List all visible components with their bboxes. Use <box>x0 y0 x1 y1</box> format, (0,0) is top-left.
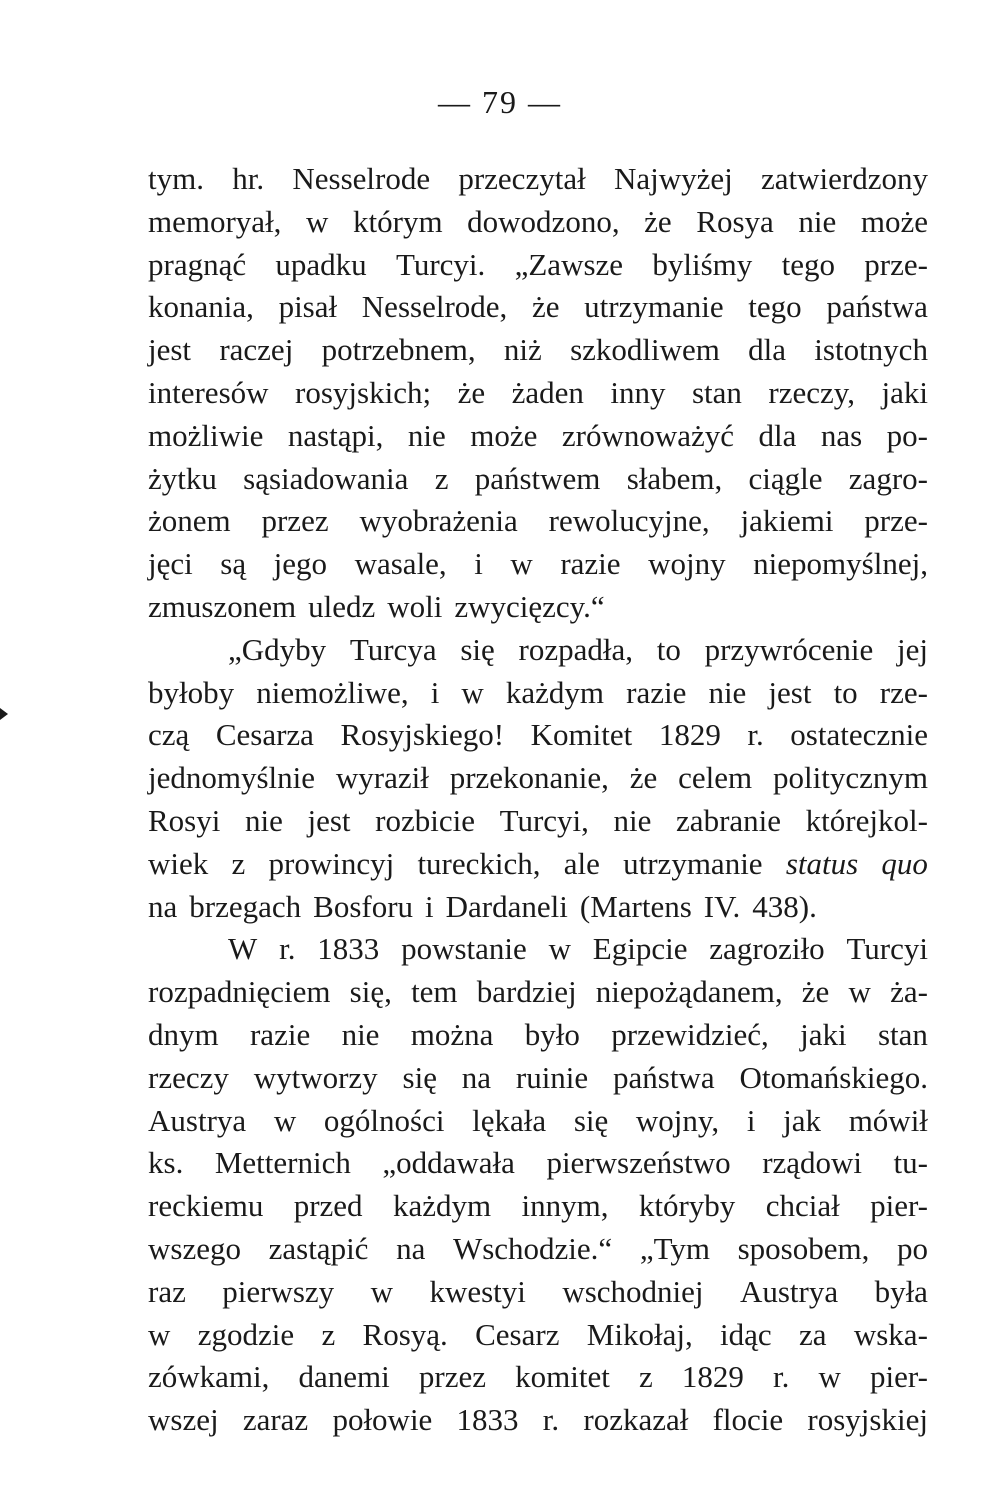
word: w <box>848 974 871 1010</box>
word: na <box>148 888 178 924</box>
word: 1833 <box>317 931 380 967</box>
word: przez <box>418 1359 486 1395</box>
word: raczej <box>219 332 294 368</box>
word: utrzymanie <box>584 289 724 325</box>
word: z <box>321 1316 336 1352</box>
word: połowie <box>332 1402 433 1438</box>
word: Rosyą. <box>362 1316 448 1352</box>
word: W <box>228 931 258 967</box>
text-line <box>148 286 928 329</box>
word: raz <box>148 1273 186 1309</box>
word: tureckich, <box>417 845 541 881</box>
word: prowincyj <box>268 845 395 881</box>
word: status <box>785 845 859 881</box>
text-line <box>148 800 928 843</box>
text-line <box>148 1057 928 1100</box>
word: Komitet <box>530 717 633 753</box>
word: rozpadła, <box>518 631 633 667</box>
text-line <box>148 757 928 800</box>
page-number: — 79 — <box>438 84 562 120</box>
word: „Tym <box>639 1230 710 1266</box>
word: stan <box>691 374 742 410</box>
word: tego <box>781 246 835 282</box>
word: jaki <box>800 1016 847 1052</box>
word: bardziej <box>476 974 577 1010</box>
word: się <box>460 631 495 667</box>
word: i <box>746 1102 756 1138</box>
body-text <box>148 158 928 1442</box>
word: że <box>531 289 560 325</box>
text-line <box>148 372 928 415</box>
word: dla <box>758 417 797 453</box>
word: na <box>461 1059 492 1095</box>
word: r. <box>747 717 764 753</box>
word: z <box>638 1359 653 1395</box>
word: zagro- <box>848 460 928 496</box>
text-line <box>148 500 928 543</box>
word: że <box>457 374 486 410</box>
word: że <box>629 760 658 796</box>
text-line <box>148 843 928 886</box>
word: ks. <box>148 1145 184 1181</box>
word: wiek <box>148 845 209 881</box>
word: upadku <box>275 246 367 282</box>
word: się <box>573 1102 609 1138</box>
word: utrzymanie <box>623 845 763 881</box>
word: pier- <box>870 1188 928 1224</box>
word: memoryał, <box>148 203 282 239</box>
text-line <box>148 329 928 372</box>
word: komitet <box>515 1359 610 1395</box>
word: państwa <box>613 1059 715 1095</box>
word: zatwierdzony <box>760 161 928 196</box>
word: Cesarza <box>215 717 314 753</box>
word: Wschodzie.“ <box>452 1230 613 1266</box>
word: zwycięzcy.“ <box>454 588 605 624</box>
word: byłoby <box>148 674 235 710</box>
word: tym. <box>148 161 204 196</box>
word: powstanie <box>401 931 527 967</box>
word: sąsiadowania <box>243 460 409 496</box>
word: (Martens <box>579 888 692 924</box>
word: ciągle <box>748 460 823 496</box>
word: w <box>510 546 533 582</box>
text-line <box>148 1185 928 1228</box>
word: niepomyślnej, <box>753 546 928 582</box>
word: Cesarz <box>475 1316 560 1352</box>
word: zastąpić <box>268 1230 369 1266</box>
word: pragnąć <box>148 246 247 282</box>
word: jest <box>307 802 351 838</box>
word: w <box>461 674 484 710</box>
text-line <box>148 415 928 458</box>
word: rze- <box>879 674 928 710</box>
word: stan <box>877 1016 928 1052</box>
word: przed <box>293 1188 363 1224</box>
word: Egipcie <box>592 931 688 967</box>
word: zagroziło <box>709 931 825 967</box>
word: ruinie <box>515 1059 589 1095</box>
word: przez <box>261 503 329 539</box>
word: nie <box>798 203 837 239</box>
word: jest <box>148 332 192 368</box>
text-line <box>148 1271 928 1314</box>
text-line <box>148 1399 928 1442</box>
word: brzegach <box>189 888 302 924</box>
word: się <box>402 1059 437 1095</box>
word: ale <box>563 845 600 881</box>
word: w <box>548 931 571 967</box>
word: dowodzono, <box>467 203 620 239</box>
word: przeczytał <box>458 161 586 196</box>
word: wojny <box>648 546 726 582</box>
word: można <box>410 1016 494 1052</box>
word: pierwszy <box>222 1273 335 1309</box>
word: każdym <box>392 1188 492 1224</box>
word: ostatecznie <box>790 717 928 753</box>
word: 1833 <box>456 1402 519 1438</box>
text-line <box>148 1228 928 1271</box>
word: szkodliwem <box>570 332 720 368</box>
text-line <box>148 1100 928 1143</box>
word: wyraził <box>335 760 429 796</box>
word: i <box>425 888 434 924</box>
word: razie <box>249 1016 311 1052</box>
word: quo <box>881 845 928 881</box>
word: niepożądanem, <box>595 974 783 1010</box>
text-line <box>148 1014 928 1057</box>
word: przekonanie, <box>449 760 609 796</box>
word: konania, <box>148 289 254 325</box>
text-line <box>148 1314 928 1357</box>
word: wasale, <box>354 546 447 582</box>
word: pier- <box>870 1359 928 1395</box>
word: przewidzieć, <box>611 1016 769 1052</box>
word: się, <box>349 974 392 1010</box>
word: i <box>474 546 483 582</box>
word: rządowi <box>762 1145 863 1181</box>
word: tego <box>748 289 802 325</box>
word: słabem, <box>626 460 723 496</box>
word: „Gdyby <box>228 631 327 667</box>
word: rzeczy, <box>768 374 855 410</box>
word: na <box>396 1230 426 1266</box>
text-line <box>148 629 928 672</box>
word: którejkol- <box>805 802 928 838</box>
word: po- <box>886 417 928 453</box>
word: to <box>833 674 858 710</box>
word: była <box>874 1273 928 1309</box>
word: żonem <box>148 503 231 539</box>
word: nastąpi, <box>287 417 384 453</box>
word: woli <box>387 588 443 624</box>
word: w <box>148 1316 171 1352</box>
word: byliśmy <box>652 246 753 282</box>
text-line <box>148 158 928 201</box>
text-line <box>148 1142 928 1185</box>
word: mówił <box>848 1102 928 1138</box>
word: r. <box>772 1359 790 1395</box>
word: jęci <box>148 546 193 582</box>
word: jej <box>896 631 928 667</box>
word: państwem <box>474 460 601 496</box>
text-line <box>148 543 928 586</box>
word: Austrya <box>739 1273 839 1309</box>
word: hr. <box>232 161 265 196</box>
text-line <box>148 928 928 971</box>
word: dla <box>748 332 787 368</box>
word: 1829 <box>658 717 721 753</box>
word: jego <box>273 546 328 582</box>
word: Turcyi <box>846 931 928 967</box>
word: „oddawała <box>382 1145 515 1181</box>
word: tem <box>411 974 458 1010</box>
word: zrównoważyć <box>561 417 735 453</box>
word: nie <box>407 417 446 453</box>
word: „Zawsze <box>514 246 624 282</box>
text-line <box>148 458 928 501</box>
text-line <box>148 714 928 757</box>
word: w <box>370 1273 394 1309</box>
word: Mikołaj, <box>586 1316 693 1352</box>
word: wszej <box>148 1402 219 1438</box>
word: zgodzie <box>197 1316 295 1352</box>
word: rozbicie <box>375 802 475 838</box>
word: Metternich <box>214 1145 351 1181</box>
text-line <box>148 886 928 929</box>
word: może <box>470 417 538 453</box>
word: Rosya <box>696 203 774 239</box>
word: pierwszeństwo <box>546 1145 731 1181</box>
word: Rosyi <box>148 802 221 838</box>
word: tu- <box>893 1145 928 1181</box>
word: Nesselrode, <box>361 289 508 325</box>
word: Dardaneli <box>445 888 568 924</box>
margin-arrow-mark <box>0 708 8 720</box>
word: i <box>430 674 440 710</box>
word: są <box>220 546 247 582</box>
word: w <box>818 1359 841 1395</box>
text-line <box>148 586 928 629</box>
word: żytku <box>148 460 217 496</box>
word: nie <box>708 674 747 710</box>
word: lękała <box>472 1102 547 1138</box>
word: któryby <box>638 1188 736 1224</box>
word: rewolucyjne, <box>548 503 710 539</box>
word: razie <box>626 674 687 710</box>
word: chciał <box>765 1188 840 1224</box>
word: wszego <box>148 1230 241 1266</box>
word: wojny, <box>635 1102 720 1138</box>
text-line <box>148 201 928 244</box>
word: rozkazał <box>583 1402 689 1438</box>
word: nie <box>341 1016 380 1052</box>
word: flocie <box>712 1402 784 1438</box>
word: rosyjskich; <box>295 374 432 410</box>
word: po <box>896 1230 928 1266</box>
word: istotnych <box>814 332 928 368</box>
word: przywrócenie <box>704 631 874 667</box>
word: r. <box>542 1402 560 1438</box>
word: kwestyi <box>429 1273 526 1309</box>
word: danemi <box>298 1359 390 1395</box>
word: reckiemu <box>148 1188 264 1224</box>
word: prze- <box>864 246 928 282</box>
word: ogólności <box>323 1102 445 1138</box>
word: w <box>273 1102 297 1138</box>
word: w <box>306 203 329 239</box>
word: interesów <box>148 374 269 410</box>
word: politycznym <box>773 760 928 796</box>
word: zaraz <box>242 1402 309 1438</box>
word: wschodniej <box>562 1273 704 1309</box>
word: Otomańskiego. <box>739 1059 928 1095</box>
word: Turcyi. <box>396 246 486 282</box>
word: państwa <box>826 289 928 325</box>
word: Nesselrode <box>292 161 431 196</box>
word: jakiemi <box>740 503 834 539</box>
word: innym, <box>521 1188 609 1224</box>
word: wytworzy <box>253 1059 378 1095</box>
word: 438). <box>752 888 817 924</box>
word: nie <box>613 802 652 838</box>
word: r. <box>279 931 296 967</box>
word: Bosforu <box>313 888 414 924</box>
word: żaden <box>511 374 584 410</box>
word: niemożliwe, <box>256 674 409 710</box>
word: zabranie <box>676 802 782 838</box>
word: IV. <box>703 888 741 924</box>
text-line <box>148 672 928 715</box>
word: zówkami, <box>148 1359 270 1395</box>
word: może <box>860 203 928 239</box>
word: 1829 <box>681 1359 744 1395</box>
word: Najwyżej <box>613 161 733 196</box>
word: każdym <box>505 674 605 710</box>
word: Turcyi, <box>499 802 589 838</box>
word: z <box>434 460 449 496</box>
word: wyobrażenia <box>359 503 518 539</box>
word: jest <box>768 674 812 710</box>
word: rzeczy <box>148 1059 229 1095</box>
word: Austrya <box>148 1102 247 1138</box>
word: sposobem, <box>737 1230 870 1266</box>
word: jednomyślnie <box>148 760 316 796</box>
word: inny <box>610 374 666 410</box>
word: jaki <box>881 374 928 410</box>
word: to <box>656 631 681 667</box>
word: zmuszonem <box>148 588 297 624</box>
word: potrzebnem, <box>321 332 476 368</box>
word: z <box>231 845 246 881</box>
word: Rosyjskiego! <box>340 717 505 753</box>
word: rozpadnięciem <box>148 974 331 1010</box>
word: rosyjskiej <box>807 1402 928 1438</box>
word: nas <box>820 417 863 453</box>
text-line <box>148 1356 928 1399</box>
word: prze- <box>864 503 928 539</box>
word: uledz <box>308 588 376 624</box>
word: razie <box>560 546 621 582</box>
word: jak <box>783 1102 822 1138</box>
word: wska- <box>853 1316 928 1352</box>
word: dnym <box>148 1016 219 1052</box>
word: pisał <box>278 289 338 325</box>
text-line <box>148 244 928 287</box>
word: za <box>799 1316 827 1352</box>
text-line <box>148 971 928 1014</box>
word: idąc <box>720 1316 772 1352</box>
word: że <box>644 203 672 239</box>
word: czą <box>148 717 190 753</box>
word: celem <box>678 760 753 796</box>
word: było <box>524 1016 580 1052</box>
word: ża- <box>890 974 928 1010</box>
word: niż <box>503 332 542 368</box>
word: że <box>801 974 830 1010</box>
word: możliwie <box>148 417 264 453</box>
word: nie <box>244 802 283 838</box>
word: Turcya <box>349 631 437 667</box>
word: którym <box>353 203 443 239</box>
